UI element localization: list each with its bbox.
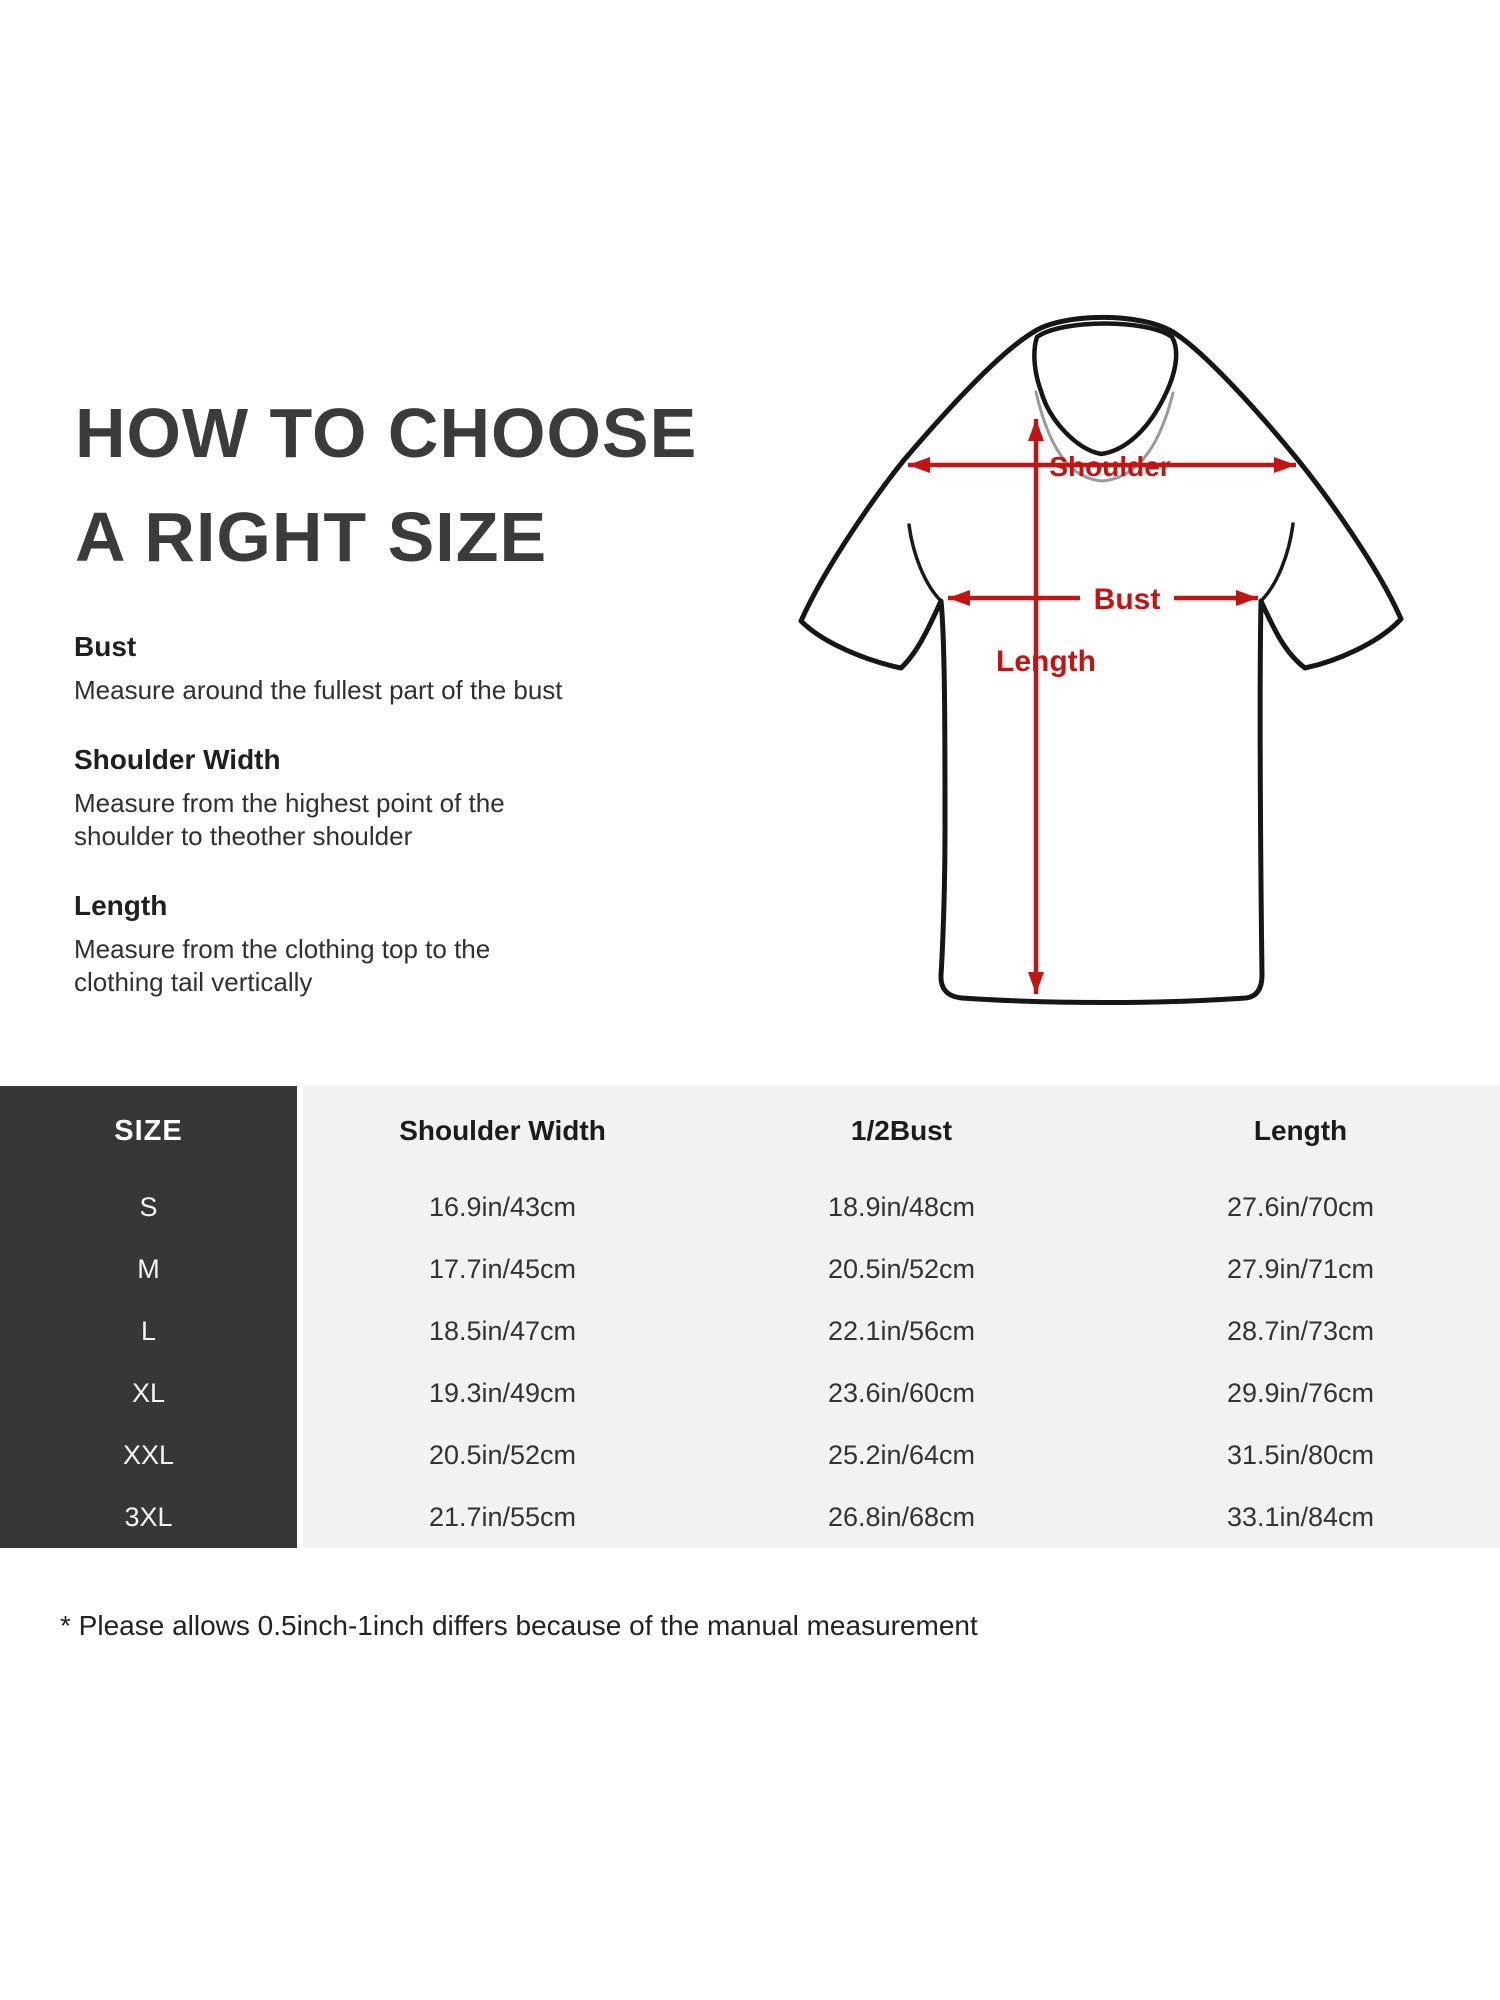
size-label-3xl: 3XL bbox=[124, 1501, 173, 1532]
size-table-size-column bbox=[0, 1086, 297, 1548]
table-row: 22.1in/56cm bbox=[827, 1315, 976, 1346]
tshirt-outline bbox=[801, 317, 1401, 1002]
table-row: 25.2in/64cm bbox=[827, 1439, 976, 1470]
measurement-instructions bbox=[74, 630, 634, 1035]
page-title-line2: A RIGHT SIZE bbox=[75, 498, 548, 576]
table-row: 20.5in/52cm bbox=[827, 1253, 976, 1284]
size-column-header: SIZE bbox=[114, 1114, 183, 1147]
instruction-shoulder-text-line2: shoulder to theother shoulder bbox=[74, 821, 413, 851]
shoulder-arrow-label: Shoulder bbox=[1049, 451, 1171, 482]
instruction-shoulder-width bbox=[74, 743, 634, 853]
instruction-length-text-line1: Measure from the clothing top to the bbox=[74, 934, 491, 964]
column-header-shoulder-width: Shoulder Width bbox=[399, 1115, 606, 1146]
column-header-half-bust: 1/2Bust bbox=[850, 1115, 953, 1146]
table-row: 19.3in/49cm bbox=[428, 1377, 577, 1408]
instruction-bust-heading: Bust bbox=[74, 631, 137, 662]
table-row: 26.8in/68cm bbox=[827, 1501, 976, 1532]
table-row: 20.5in/52cm bbox=[428, 1439, 577, 1470]
tshirt-measurement-diagram bbox=[560, 280, 1500, 1060]
table-row: 28.7in/73cm bbox=[1226, 1315, 1375, 1346]
instruction-length bbox=[74, 889, 634, 999]
table-row: 21.7in/55cm bbox=[428, 1501, 577, 1532]
size-label-xxl: XXL bbox=[122, 1439, 175, 1470]
size-label-s: S bbox=[139, 1191, 158, 1222]
table-row: 18.5in/47cm bbox=[428, 1315, 577, 1346]
column-header-length: Length bbox=[1253, 1115, 1348, 1146]
instruction-shoulder-heading: Shoulder Width bbox=[74, 744, 281, 775]
size-label-xl: XL bbox=[131, 1377, 166, 1408]
size-label-m: M bbox=[137, 1253, 160, 1284]
measurement-disclaimer: * Please allows 0.5inch-1inch differs because of the manual measurement bbox=[60, 1610, 978, 1641]
size-label-l: L bbox=[140, 1315, 157, 1346]
instruction-bust bbox=[74, 630, 634, 707]
length-arrow-label: Length bbox=[996, 645, 1096, 678]
table-row: 31.5in/80cm bbox=[1226, 1439, 1375, 1470]
table-row: 29.9in/76cm bbox=[1226, 1377, 1375, 1408]
instruction-bust-text: Measure around the fullest part of the bust bbox=[74, 675, 563, 705]
table-row: 27.9in/71cm bbox=[1226, 1253, 1375, 1284]
instruction-length-heading: Length bbox=[74, 890, 168, 921]
bust-arrow-label: Bust bbox=[1093, 583, 1161, 616]
table-row: 18.9in/48cm bbox=[827, 1191, 976, 1222]
table-row: 23.6in/60cm bbox=[827, 1377, 976, 1408]
table-row: 27.6in/70cm bbox=[1226, 1191, 1375, 1222]
instruction-shoulder-text-line1: Measure from the highest point of the bbox=[74, 788, 505, 818]
page-title-line1: HOW TO CHOOSE bbox=[75, 394, 698, 472]
instruction-length-text-line2: clothing tail vertically bbox=[74, 967, 313, 997]
table-row: 16.9in/43cm bbox=[428, 1191, 577, 1222]
table-row: 33.1in/84cm bbox=[1226, 1501, 1375, 1532]
table-row: 17.7in/45cm bbox=[428, 1253, 577, 1284]
size-table-values bbox=[303, 1086, 1500, 1548]
